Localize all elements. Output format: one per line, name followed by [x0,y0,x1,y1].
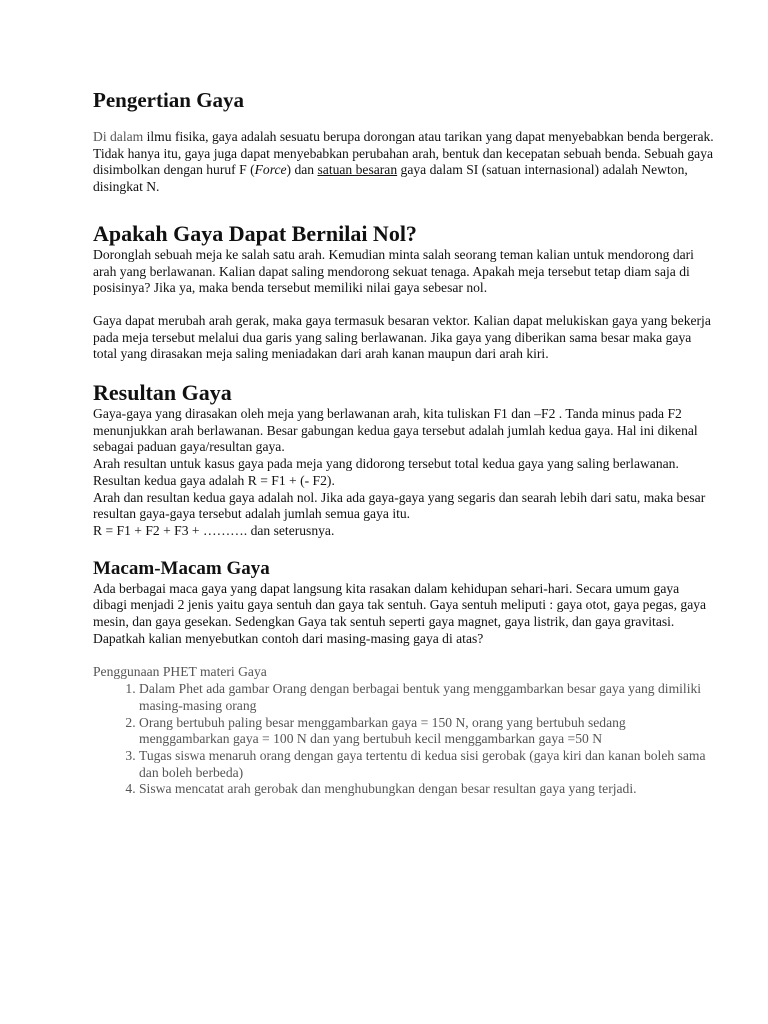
phet-title: Penggunaan PHET materi Gaya [93,664,267,680]
paragraph-macam: Ada berbagai maca gaya yang dapat langsung kita rasakan dalam kehidupan sehari-hari. Secara umum gaya dibagi menjadi 2 jenis yaitu gaya sentuh dan gaya tak sentuh. Gaya sentuh meliputi : gaya otot, gaya pegas, gaya mesin, dan gaya gesekan. Sedengkan Gaya tak sentuh seperti gaya magnet, gaya listrik, dan gaya gravitasi. Dapatkah kalian menyebutkan contoh dari masing-masing gaya di atas? [93,580,707,646]
paragraph-resultan-3: Arah dan resultan kedua gaya adalah nol. Jika ada gaya-gaya yang segaris dan searah lebih dari satu, maka besar resultan gaya-gaya tersebut adalah jumlah semua gaya itu. [93,489,706,522]
heading-pengertian-gaya: Pengertian Gaya [93,88,245,112]
list-item: 4. Siswa mencatat arah gerobak dan menghubungkan dengan besar resultan gaya yang terjadi. [139,781,716,798]
paragraph-resultan-1: Gaya-gaya yang dirasakan oleh meja yang berlawanan arah, kita tuliskan F1 dan –F2 . Tanda minus pada F2 menunjukkan arah berlawanan. Besar gabungan kedua gaya tersebut adalah jumlah kedua gaya. Hal ini dikenal sebagai paduan gaya/resultan gaya. [93,406,698,455]
text-segment: ) dan [286,162,318,178]
paragraph-spacer [93,297,716,313]
list-item: 1. Dalam Phet ada gambar Orang dengan berbagai bentuk yang menggambarkan besar gaya yang dimiliki masing-masing orang [139,681,716,714]
paragraph-pengertian [93,129,716,196]
phet-steps-list [93,681,716,798]
text-segment: ilmu fisika, gaya adalah sesuatu berupa dorongan atau tarikan yang dapat menyebabkan benda bergerak. Tidak hanya itu, gaya juga dapat menyebabkan perubahan arah, bentuk dan kecepatan sebuah benda. Sebuah gaya disimbolkan dengan huruf F ( [93,129,714,178]
paragraph-resultan-formula: R = F1 + F2 + F3 + ………. dan seterusnya. [93,522,335,538]
link-di-dalam[interactable]: Di dalam [93,129,144,144]
paragraph-nol-1: Doronglah sebuah meja ke salah satu arah. Kemudian minta salah seorang teman kalian untuk mendorong dari arah yang berlawanan. Kalian dapat saling mendorong sekuat tenaga. Apakah meja tersebut tetap diam saja di posisinya? Jika ya, maka benda tersebut memiliki nilai gaya sebesar nol. [93,246,694,296]
paragraph-resultan-2: Arah resultan untuk kasus gaya pada meja yang didorong tersebut total kedua gaya yang saling berlawanan. Resultan kedua gaya adalah R = F1 + (- F2). [93,456,679,488]
link-satuan-besaran[interactable]: satuan besaran [317,162,398,178]
text-force-italic: Force [254,162,287,178]
list-item: 3. Tugas siswa menaruh orang dengan gaya tertentu di kedua sisi gerobak (gaya kiri dan kanan boleh sama dan boleh berbeda) [139,748,716,781]
heading-gaya-bernilai-nol: Apakah Gaya Dapat Bernilai Nol? [93,220,417,246]
heading-macam-gaya: Macam-Macam Gaya [93,557,270,579]
list-item: 2. Orang bertubuh paling besar menggambarkan gaya = 150 N, orang yang bertubuh sedang menggambarkan gaya = 100 N dan yang bertubuh kecil menggambarkan gaya =50 N [139,715,716,748]
text-segment: gaya dalam SI (satuan internasional) adalah Newton, disingkat N. [93,162,688,195]
heading-resultan-gaya: Resultan Gaya [93,380,232,406]
paragraph-nol-2: Gaya dapat merubah arah gerak, maka gaya termasuk besaran vektor. Kalian dapat melukiskan gaya yang bekerja pada meja tersebut melalui dua garis yang saling berlawanan. Jika gaya yang diberikan sama besar maka gaya total yang dirasakan meja saling meniadakan dari arah kanan maupun dari arah kiri. [93,312,711,362]
